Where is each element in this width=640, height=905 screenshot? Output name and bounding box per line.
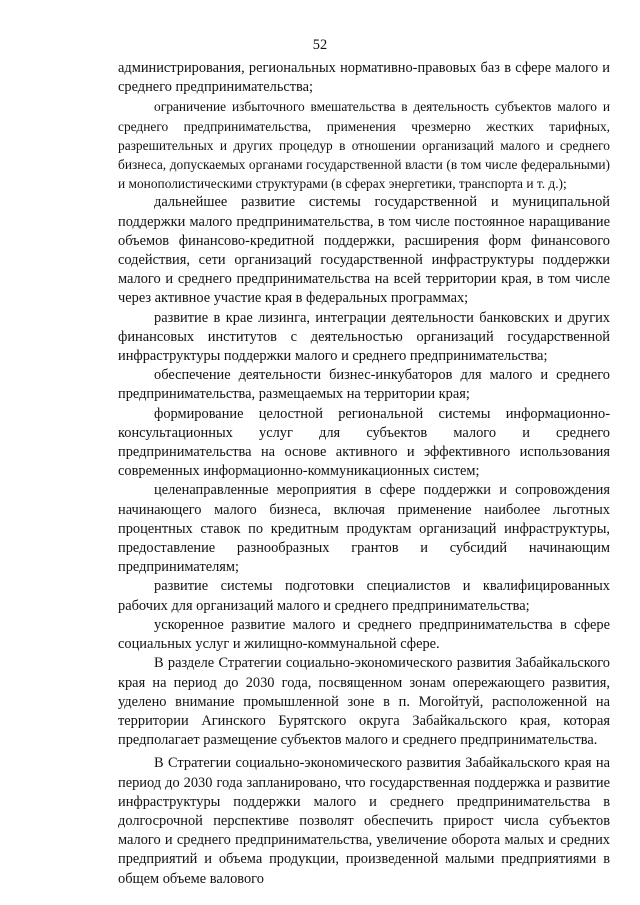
paragraph-strategy-zones: В разделе Стратегии социально-экономического развития Забайкальского края на период до 2030 года, посвященном зонам опережающего развития, уделено внимание промышленной зоне в п. Могойтуй, расположенной на территории Агинского Бурятского округа Забайкальского края, которая предполагает размещение субъектов малого и среднего предпринимательства. bbox=[118, 655, 610, 749]
paragraph-leasing: развитие в крае лизинга, интеграции деятельности банковских и других финансовых институтов с деятельностью организаций государственной инфраструктуры поддержки малого и среднего предпринимательства; bbox=[118, 309, 610, 365]
paragraph-continuation: администрирования, региональных нормативно-правовых баз в сфере малого и среднего предпринимательства; bbox=[118, 60, 610, 96]
paragraph-business-incubators: обеспечение деятельности бизнес-инкубаторов для малого и среднего предпринимательства, размещаемых на территории края; bbox=[118, 367, 610, 403]
paragraph-strategy-2030: В Стратегии социально-экономического развития Забайкальского края на период до 2030 года запланировано, что государственная поддержка и развитие инфраструктуры поддержки малого и среднего предпринимательства в долгосрочной перспективе позволят обеспечить прирост числа субъектов малого и среднего предпринимательства, увеличение оборота малых и средних предприятий и объема продукции, произведенной малыми предприятиями в общем объеме валового bbox=[118, 755, 610, 887]
paragraph-startup-support: целенаправленные мероприятия в сфере поддержки и сопровождения начинающего малого бизнеса, включая применение наиболее льготных процентных ставок по кредитным продуктам организаций инфраструктуры, предоставление разнообразных грантов и субсидий начинающим предпринимателям; bbox=[118, 482, 610, 576]
paragraph-social-services: ускоренное развитие малого и среднего предпринимательства в сфере социальных услуг и жилищно-коммунальной сфере. bbox=[118, 616, 610, 653]
paragraph-training: развитие системы подготовки специалистов и квалифицированных рабочих для организаций малого и среднего предпринимательства; bbox=[118, 578, 610, 614]
page-number: 52 bbox=[312, 37, 328, 53]
paragraph-info-consulting: формирование целостной региональной системы информационно-консультационных услуг для субъектов малого и среднего предпринимательства на основе активного и эффективного использования современных информационно-коммуникационных систем; bbox=[118, 405, 610, 480]
paragraph-limit-interference: ограничение избыточного вмешательства в деятельность субъектов малого и среднего предпринимательства, применения чрезмерно жестких тарифных, разрешительных и других процедур в отношении организаций малого и среднего бизнеса, допускаемых органами государственной власти (в том числе федеральными) и монополистическими структурами (в сферах энергетики, транспорта и т. д.); bbox=[118, 99, 610, 192]
paragraph-state-support: дальнейшее развитие системы государственной и муниципальной поддержки малого предпринимательства, в том числе постоянное наращивание объемов финансово-кредитной поддержки, расширения форм финансового содействия, сети организаций государственной инфраструктуры поддержки малого и среднего предпринимательства на всей территории края, в том числе через активное участие края в федеральных программах; bbox=[118, 194, 610, 307]
